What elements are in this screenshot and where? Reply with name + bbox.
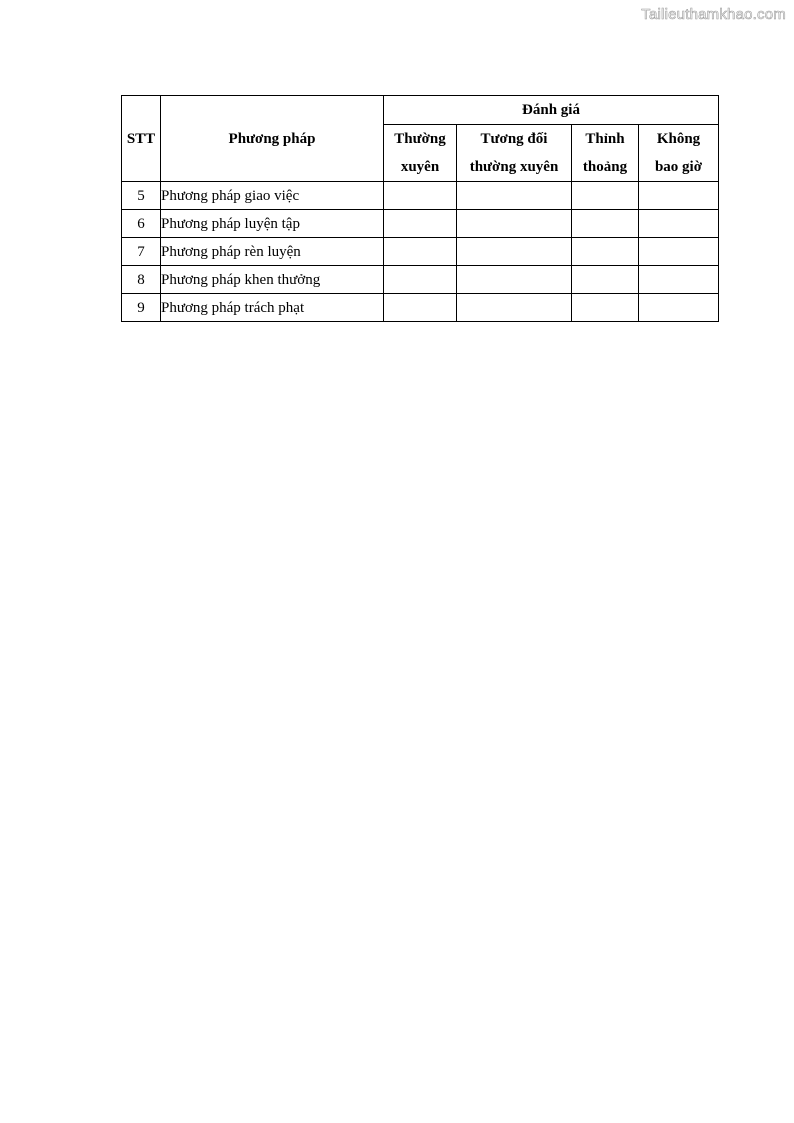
row-stt: 6 bbox=[122, 210, 161, 238]
header-stt: STT bbox=[122, 96, 161, 182]
header-level-fairly-often-line2: thường xuyên bbox=[469, 159, 559, 175]
row-stt: 7 bbox=[122, 238, 161, 266]
cell-fairly-often bbox=[457, 294, 572, 322]
cell-fairly-often bbox=[457, 210, 572, 238]
cell-often bbox=[384, 238, 457, 266]
row-method: Phương pháp khen thưởng bbox=[161, 266, 384, 294]
cell-never bbox=[639, 294, 719, 322]
table-row bbox=[122, 210, 719, 238]
header-level-fairly-often bbox=[457, 125, 572, 182]
header-level-sometimes-line1: Thỉnh bbox=[585, 131, 625, 147]
cell-often bbox=[384, 182, 457, 210]
header-method: Phương pháp bbox=[161, 96, 384, 182]
cell-often bbox=[384, 210, 457, 238]
header-level-often-line2: xuyên bbox=[400, 159, 440, 175]
cell-fairly-often bbox=[457, 266, 572, 294]
header-level-never-line1: Không bbox=[656, 131, 701, 147]
header-level-sometimes-line2: thoảng bbox=[582, 159, 628, 175]
cell-sometimes bbox=[572, 266, 639, 294]
cell-never bbox=[639, 182, 719, 210]
evaluation-table bbox=[121, 95, 719, 322]
cell-fairly-often bbox=[457, 182, 572, 210]
cell-often bbox=[384, 266, 457, 294]
cell-sometimes bbox=[572, 182, 639, 210]
row-method: Phương pháp trách phạt bbox=[161, 294, 384, 322]
row-method: Phương pháp rèn luyện bbox=[161, 238, 384, 266]
table-row bbox=[122, 266, 719, 294]
row-method: Phương pháp luyện tập bbox=[161, 210, 384, 238]
table-row bbox=[122, 238, 719, 266]
header-level-fairly-often-line1: Tương đối bbox=[480, 131, 548, 147]
table-row bbox=[122, 294, 719, 322]
cell-sometimes bbox=[572, 238, 639, 266]
cell-often bbox=[384, 294, 457, 322]
row-stt: 9 bbox=[122, 294, 161, 322]
header-level-never-line2: bao giờ bbox=[654, 159, 703, 175]
cell-never bbox=[639, 266, 719, 294]
row-method: Phương pháp giao việc bbox=[161, 182, 384, 210]
watermark: Tailieuthamkhao.com bbox=[641, 6, 786, 23]
cell-never bbox=[639, 210, 719, 238]
cell-never bbox=[639, 238, 719, 266]
table-row bbox=[122, 182, 719, 210]
header-level-sometimes bbox=[572, 125, 639, 182]
header-evaluation: Đánh giá bbox=[384, 96, 719, 125]
row-stt: 8 bbox=[122, 266, 161, 294]
header-level-never bbox=[639, 125, 719, 182]
row-stt: 5 bbox=[122, 182, 161, 210]
header-level-often-line1: Thường bbox=[394, 131, 446, 147]
cell-fairly-often bbox=[457, 238, 572, 266]
header-level-often bbox=[384, 125, 457, 182]
cell-sometimes bbox=[572, 294, 639, 322]
cell-sometimes bbox=[572, 210, 639, 238]
